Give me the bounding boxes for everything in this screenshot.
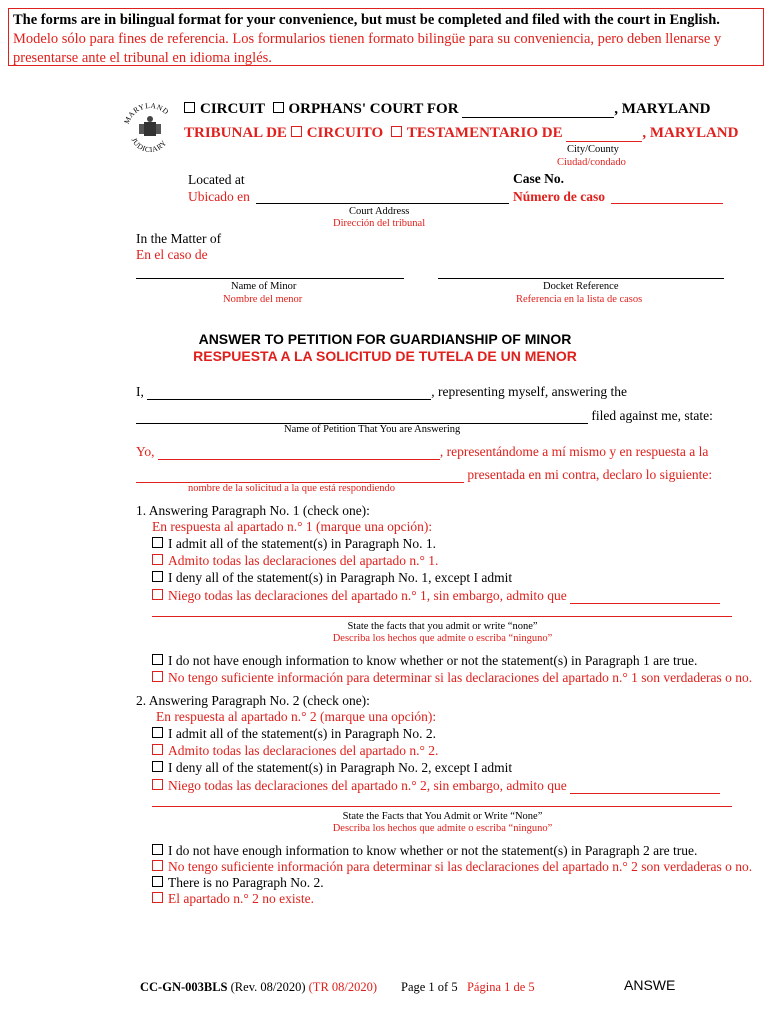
county-field[interactable]: [462, 117, 614, 118]
para1-deny-option[interactable]: I deny all of the statement(s) in Paragraph No. 1, except I admit: [152, 570, 512, 586]
su-nombre-field[interactable]: [158, 459, 440, 460]
para1-noinfo-spanish-checkbox[interactable]: [152, 671, 163, 682]
court-line-spanish: TRIBUNAL DE CIRCUITO TESTAMENTARIO DE , MARYLAND: [184, 125, 739, 141]
circuit-checkbox[interactable]: [184, 102, 195, 113]
para2-niego-option[interactable]: Niego todas las declaraciones del apartado n.° 2, sin embargo, admito que: [152, 778, 720, 794]
direccion-caption: Dirección del tribunal: [333, 218, 426, 229]
condado-field[interactable]: [566, 141, 642, 142]
intro-spanish-line1: Yo, , representándome a mí mismo y en respuesta a la: [136, 444, 709, 459]
para2-heading-spanish: En respuesta al apartado n.° 2 (marque una opción):: [156, 709, 437, 724]
para2-admit-facts-field[interactable]: [570, 793, 720, 794]
nombre-solicitud-caption: nombre de la solicitud a la que está respondiendo: [188, 483, 396, 494]
para2-admito-option[interactable]: Admito todas las declaraciones del apartado n.° 2.: [152, 743, 438, 759]
para1-niego-checkbox[interactable]: [152, 589, 163, 600]
minor-name-field[interactable]: [136, 278, 404, 279]
para1-facts-line[interactable]: [152, 616, 732, 617]
para2-admit-checkbox[interactable]: [152, 727, 163, 738]
para1-admito-checkbox[interactable]: [152, 554, 163, 565]
form-id: CC-GN-003BLS: [140, 980, 228, 994]
para1-noinfo-checkbox[interactable]: [152, 654, 163, 665]
para1-admit-option[interactable]: I admit all of the statement(s) in Paragraph No. 1.: [152, 536, 436, 552]
title-english: ANSWER TO PETITION FOR GUARDIANSHIP OF MINOR: [198, 331, 572, 347]
para1-facts-caption: State the facts that you admit or write “none”: [347, 621, 538, 632]
svg-text:MARYLAND: [122, 101, 171, 125]
para2-noinfo-checkbox[interactable]: [152, 844, 163, 855]
para2-heading: 2. Answering Paragraph No. 2 (check one):: [136, 693, 370, 708]
docket-reference-caption: Docket Reference: [543, 281, 619, 292]
para1-admito-option[interactable]: Admito todas las declaraciones del apartado n.° 1.: [152, 553, 438, 569]
intro-english-line2: filed against me, state:: [136, 408, 713, 424]
para2-facts-caption: State the Facts that You Admit or Write “None”: [342, 811, 543, 822]
court-address-field[interactable]: [256, 203, 509, 204]
title-spanish: RESPUESTA A LA SOLICITUD DE TUTELA DE UN MENOR: [193, 348, 577, 364]
para2-nopara-checkbox[interactable]: [152, 876, 163, 887]
form-footer-id: [140, 980, 377, 995]
notice-english: The forms are in bilingual format for your convenience, but must be completed and filed with the court in English.: [13, 12, 720, 28]
in-the-matter-label: In the Matter of: [136, 231, 222, 246]
referencia-caption: Referencia en la lista de casos: [516, 294, 643, 305]
ciudad-condado-caption: Ciudad/condado: [557, 157, 626, 168]
para1-heading-spanish: En respuesta al apartado n.° 1 (marque una opción):: [152, 519, 433, 534]
seal-top-text: MARYLAND: [122, 100, 171, 126]
bilingual-notice: [8, 8, 764, 66]
para2-facts-line[interactable]: [152, 806, 732, 807]
para2-admito-checkbox[interactable]: [152, 744, 163, 755]
nombre-menor-caption: Nombre del menor: [223, 294, 303, 305]
your-name-field[interactable]: [147, 399, 431, 400]
para2-nopara-spanish-option[interactable]: El apartado n.° 2 no existe.: [152, 891, 314, 907]
minor-name-caption: Name of Minor: [231, 281, 297, 292]
para1-niego-option[interactable]: Niego todas las declaraciones del apartado n.° 1, sin embargo, admito que: [152, 588, 720, 604]
page-number: Page 1 of 5 Página 1 de 5: [401, 980, 535, 994]
para2-noinfo-option[interactable]: I do not have enough information to know whether or not the statement(s) in Paragraph 2 are true.: [152, 843, 697, 859]
en-el-caso-label: En el caso de: [136, 247, 208, 262]
para2-noinfo-spanish-option[interactable]: No tengo suficiente información para determinar si las declaraciones del apartado n.° 2 son verdaderas o no.: [152, 859, 752, 875]
intro-english-line1: I, , representing myself, answering the: [136, 384, 627, 399]
form-revision: (Rev. 08/2020): [230, 980, 306, 994]
circuito-checkbox[interactable]: [291, 126, 302, 137]
maryland-judiciary-seal: [122, 100, 178, 156]
city-county-caption: City/County: [567, 144, 619, 155]
intro-spanish-line2: presentada en mi contra, declaro lo siguiente:: [136, 467, 712, 483]
located-at-label: Located at: [188, 172, 245, 187]
para1-admit-checkbox[interactable]: [152, 537, 163, 548]
para2-nopara-option[interactable]: There is no Paragraph No. 2.: [152, 875, 324, 891]
notice-spanish-line2: presentarse ante el tribunal en idioma inglés.: [13, 50, 272, 66]
seal-bottom-text: JUDICIARY: [129, 136, 169, 155]
notice-spanish-line1: Modelo sólo para fines de referencia. Los formularios tienen formato bilingüe para su conveniencia, pero deben llenarse y: [13, 31, 722, 47]
para2-facts-caption-spanish: Describa los hechos que admite o escriba “ninguno”: [332, 823, 553, 834]
svg-text:JUDICIARY: [130, 136, 169, 154]
case-number-field[interactable]: [611, 203, 723, 204]
para2-niego-checkbox[interactable]: [152, 779, 163, 790]
form-translation-revision: (TR 08/2020): [308, 980, 378, 994]
case-no-label: Case No.: [513, 171, 564, 186]
ubicado-en-label: Ubicado en: [188, 189, 250, 204]
court-address-caption: Court Address: [349, 206, 410, 217]
petition-name-caption: Name of Petition That You are Answering: [284, 424, 461, 435]
para1-facts-caption-spanish: Describa los hechos que admite o escriba “ninguno”: [332, 633, 553, 644]
court-line-english: CIRCUIT ORPHANS' COURT FOR , MARYLAND: [184, 101, 710, 118]
para2-deny-option[interactable]: I deny all of the statement(s) in Paragraph No. 2, except I admit: [152, 760, 512, 776]
numero-caso-label: Número de caso: [513, 189, 605, 204]
footer-tag: ANSWE: [624, 977, 676, 993]
para1-noinfo-option[interactable]: I do not have enough information to know whether or not the statement(s) in Paragraph 1 are true.: [152, 653, 697, 669]
orphans-court-checkbox[interactable]: [273, 102, 284, 113]
para2-nopara-spanish-checkbox[interactable]: [152, 892, 163, 903]
docket-reference-field[interactable]: [438, 278, 724, 279]
para1-deny-checkbox[interactable]: [152, 571, 163, 582]
para2-noinfo-spanish-checkbox[interactable]: [152, 860, 163, 871]
para2-admit-option[interactable]: I admit all of the statement(s) in Paragraph No. 2.: [152, 726, 436, 742]
para1-admit-facts-field[interactable]: [570, 603, 720, 604]
para2-deny-checkbox[interactable]: [152, 761, 163, 772]
para1-heading: 1. Answering Paragraph No. 1 (check one):: [136, 503, 370, 518]
testamentario-checkbox[interactable]: [391, 126, 402, 137]
para1-noinfo-spanish-option[interactable]: No tengo suficiente información para determinar si las declaraciones del apartado n.° 1 son verdaderas o no.: [152, 670, 752, 686]
